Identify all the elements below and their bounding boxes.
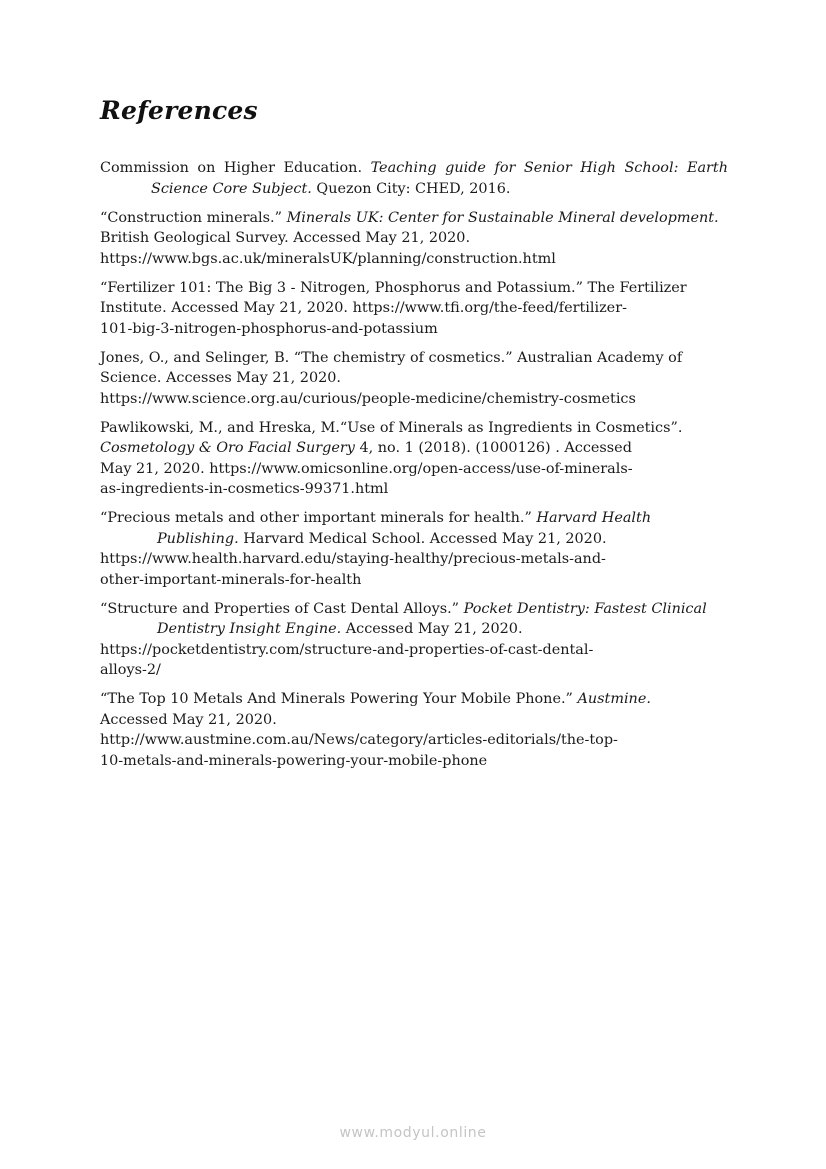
reference-url-continued: other-important-minerals-for-health xyxy=(100,571,362,588)
reference-work-title: Teaching guide for Senior High School: Earth Science Core Subject. xyxy=(151,160,728,197)
reference-minerals-in-cosmetics xyxy=(100,418,728,500)
reference-list xyxy=(100,158,728,780)
reference-url: https://www.science.org.au/curious/people-medicine/chemistry-cosmetics xyxy=(100,390,636,407)
reference-work-title: Cosmetology & Oro Facial Surgery xyxy=(100,440,355,456)
reference-publisher: Harvard Medical School. Accessed May 21, 2020. xyxy=(238,530,607,547)
reference-publisher: Institute. Accessed May 21, 2020. https://www.tfi.org/the-feed/fertilizer- xyxy=(100,300,627,316)
reference-publisher: 4, no. 1 (2018). (1000126) . Accessed xyxy=(354,440,632,456)
reference-url-continued: 10-metals-and-minerals-powering-your-mobile-phone xyxy=(100,752,488,769)
reference-url: https://www.health.harvard.edu/staying-healthy/precious-metals-and- xyxy=(100,551,606,567)
reference-ched xyxy=(100,158,728,199)
reference-construction-minerals xyxy=(100,208,728,270)
reference-author: Commission on Higher Education. xyxy=(100,160,371,176)
reference-url: May 21, 2020. https://www.omicsonline.org/open-access/use-of-minerals- xyxy=(100,460,633,477)
reference-url: http://www.austmine.com.au/News/category/articles-editorials/the-top- xyxy=(100,732,618,748)
reference-publisher: Accessed May 21, 2020. xyxy=(100,711,277,728)
reference-author: “Structure and Properties of Cast Dental Alloys.” xyxy=(100,600,464,617)
reference-publisher: Quezon City: CHED, 2016. xyxy=(311,180,511,197)
reference-mobile-phone-metals xyxy=(100,689,728,771)
reference-work-title: Harvard Health Publishing. xyxy=(157,510,652,547)
reference-author: “Precious metals and other important minerals for health.” xyxy=(100,510,537,526)
reference-author: Jones, O., and Selinger, B. “The chemistry of cosmetics.” Australian Academy of xyxy=(100,349,683,366)
reference-work-title: Minerals UK: Center for Sustainable Mineral development. xyxy=(286,209,719,226)
reference-url-continued: as-ingredients-in-cosmetics-99371.html xyxy=(100,481,389,497)
watermark: www.modyul.online xyxy=(339,1125,487,1141)
reference-fertilizer-101 xyxy=(100,278,728,340)
reference-work-title: Austmine. xyxy=(577,691,651,707)
reference-publisher: Accessed May 21, 2020. xyxy=(341,621,523,637)
reference-url: https://www.bgs.ac.uk/mineralsUK/planning/construction.html xyxy=(100,250,556,267)
reference-url: https://pocketdentistry.com/structure-and-properties-of-cast-dental- xyxy=(100,641,594,658)
reference-author: “Fertilizer 101: The Big 3 - Nitrogen, Phosphorus and Potassium.” The Fertilizer xyxy=(100,279,687,296)
reference-author: Pawlikowski, M., and Hreska, M.“Use of Minerals as Ingredients in Cosmetics”. xyxy=(100,419,683,436)
page-title: References xyxy=(100,96,258,125)
reference-cast-dental-alloys xyxy=(100,599,728,681)
reference-chemistry-of-cosmetics xyxy=(100,348,728,410)
reference-publisher: Science. Accesses May 21, 2020. xyxy=(100,370,341,386)
reference-precious-metals xyxy=(100,508,728,590)
reference-publisher: British Geological Survey. Accessed May 21, 2020. xyxy=(100,230,471,246)
reference-url: 101-big-3-nitrogen-phosphorus-and-potassium xyxy=(100,320,438,337)
reference-work-title: Pocket Dentistry: Fastest Clinical Dentistry Insight Engine. xyxy=(157,600,707,637)
reference-url-continued: alloys-2/ xyxy=(100,662,161,678)
reference-author: “Construction minerals.” xyxy=(100,209,287,226)
reference-author: “The Top 10 Metals And Minerals Powering Your Mobile Phone.” xyxy=(100,691,578,707)
